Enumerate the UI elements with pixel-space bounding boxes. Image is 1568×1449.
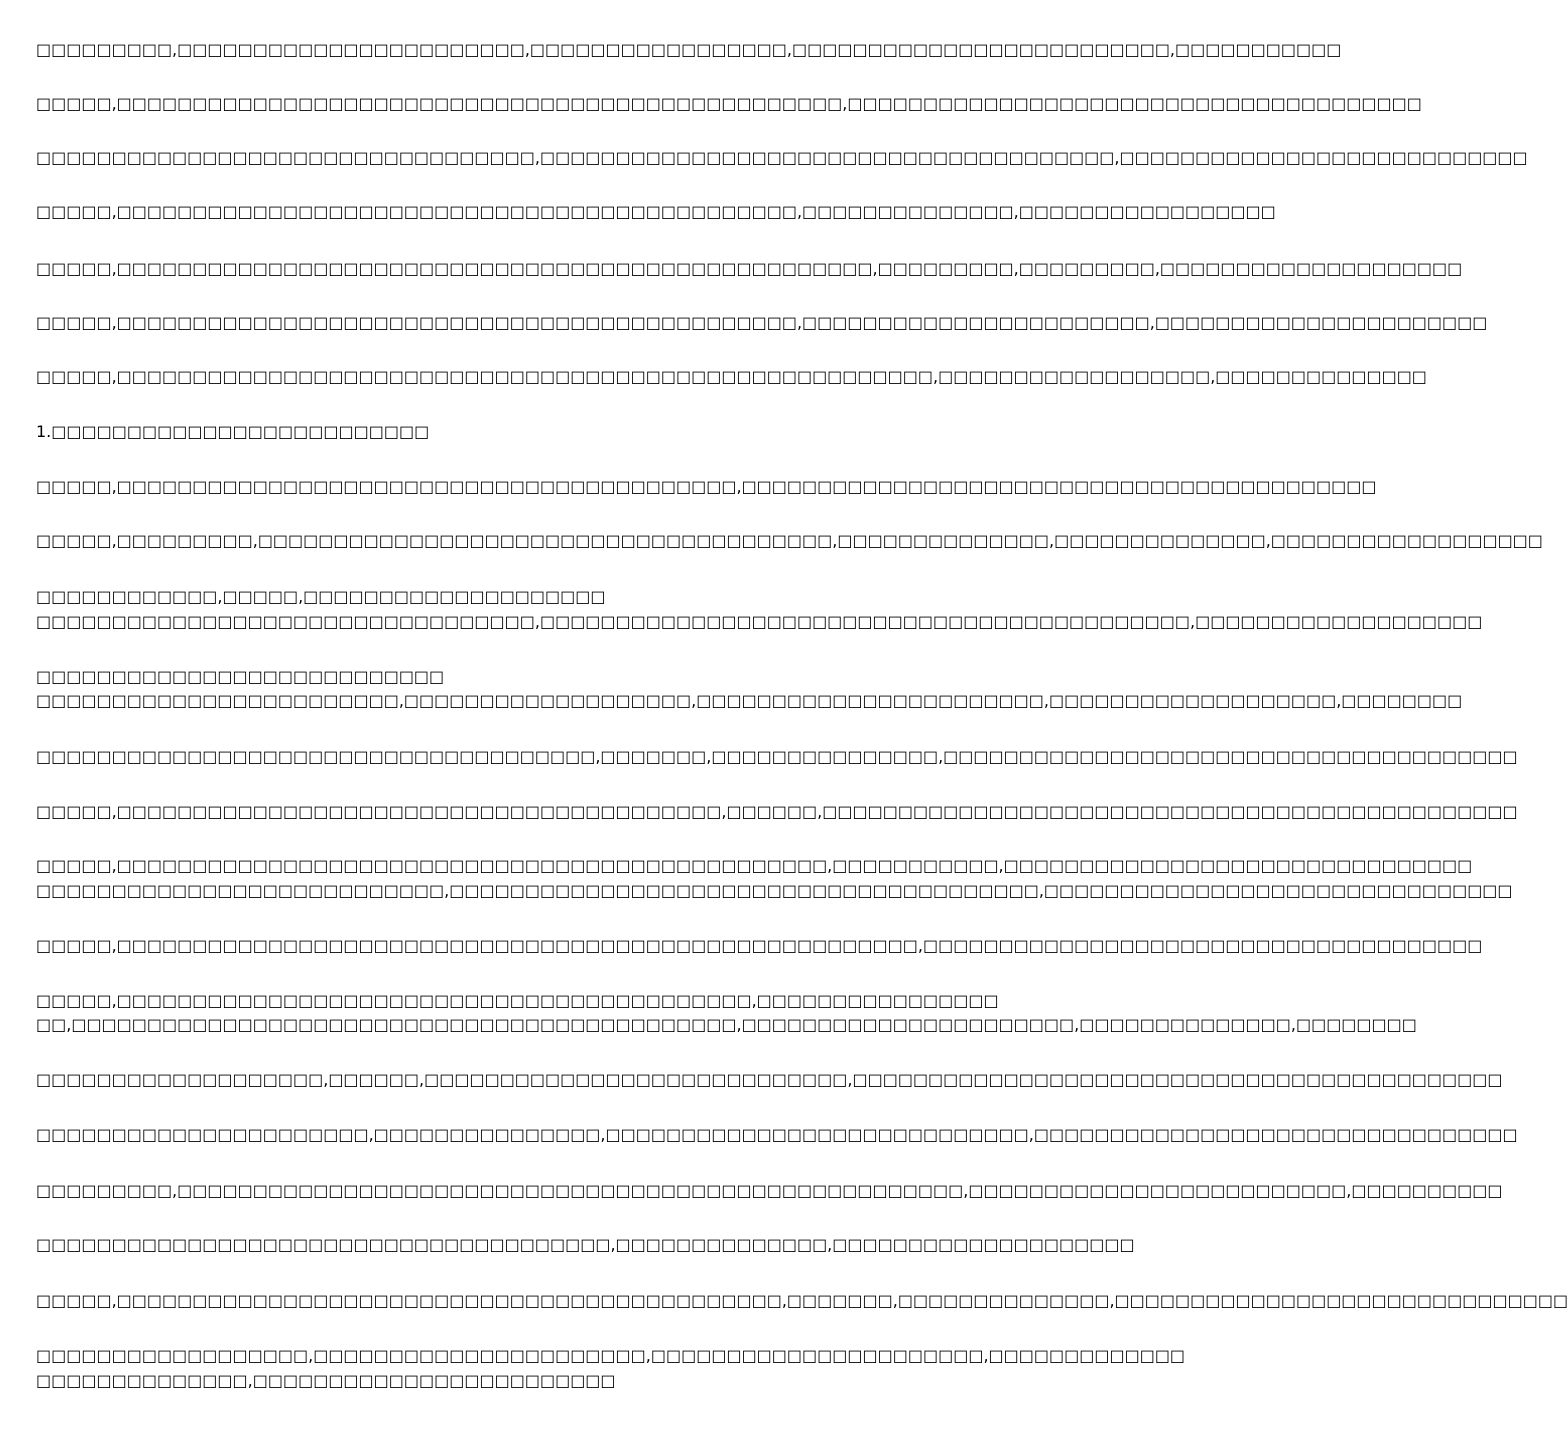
text-line: □□□□□□□□□□□□,□□□□□,□□□□□□□□□□□□□□□□□□□□ (36, 587, 606, 606)
text-line: □□□□□,□□□□□□□□□□□□□□□□□□□□□□□□□□□□□□□□□□□□□□□□□□,□□□□□□□□□□□□□□□□ (36, 991, 999, 1010)
text-line: □□□□□,□□□□□□□□□□□□□□□□□□□□□□□□□□□□□□□□□□□□□□□□□□□□□□□□□□,□□□□□□□□□,□□□□□□□□□,□□□□□□□□□□□□□□□□□□□□ (36, 259, 1463, 278)
text-line: □□□□□,□□□□□□□□□□□□□□□□□□□□□□□□□□□□□□□□□□□□□□□□,□□□□□□,□□□□□□□□□□□□□□□□□□□□□□□□□□□□□□□□□□□□□□□□□□□□□□ (36, 802, 1518, 821)
text-line: □□□□□□□□□□□□□□□□□□□,□□□□□□,□□□□□□□□□□□□□□□□□□□□□□□□□□□□,□□□□□□□□□□□□□□□□□□□□□□□□□□□□□□□□□□□□□□□□□□□ (36, 1070, 1503, 1089)
text-line: □□□□□□□□□□□□□□□□□□□□□□□□,□□□□□□□□□□□□□□□□□□□,□□□□□□□□□□□□□□□□□□□□□□□,□□□□□□□□□□□□□□□□□□□,□□□□□□□□ (36, 691, 1463, 710)
text-line: □□□□□,□□□□□□□□□□□□□□□□□□□□□□□□□□□□□□□□□□□□□□□□□□□□□□□,□□□□□□□□□□□,□□□□□□□□□□□□□□□□□□□□□□□□□□□□□□□ (36, 856, 1473, 875)
text-line: □□□□□□□□□,□□□□□□□□□□□□□□□□□□□□□□□□□□□□□□□□□□□□□□□□□□□□□□□□□□□□,□□□□□□□□□□□□□□□□□□□□□□□□□,□□□□□□□□□□ (36, 1181, 1503, 1200)
text-line: □□□□□□□□□□□□□□□□□□□□□□,□□□□□□□□□□□□□□□,□□□□□□□□□□□□□□□□□□□□□□□□□□□□,□□□□□□□□□□□□□□□□□□□□□□□□□□□□□□□□ (36, 1125, 1518, 1144)
text-line: □□□□□,□□□□□□□□□□□□□□□□□□□□□□□□□□□□□□□□□□□□□□□□□,□□□□□□□□□□□□□□□□□□□□□□□□□□□□□□□□□□□□□□□□□□ (36, 477, 1377, 496)
text-line: □□□□□□□□□□□□□□□□□□□□□□□□□□□ (36, 667, 445, 686)
text-line: □□□□□□□□□□□□□□,□□□□□□□□□□□□□□□□□□□□□□□□ (36, 1371, 616, 1390)
text-line: □□,□□□□□□□□□□□□□□□□□□□□□□□□□□□□□□□□□□□□□□□□□□□□,□□□□□□□□□□□□□□□□□□□□□□,□□□□□□□□□□□□□□,□□□□□□□□ (36, 1015, 1417, 1034)
section-heading: 1.□□□□□□□□□□□□□□□□□□□□□□□□□ (36, 422, 430, 441)
text-line: □□□□□,□□□□□□□□□□□□□□□□□□□□□□□□□□□□□□□□□□□□□□□□□□□□□□□□□□□□□,□□□□□□□□□□□□□□□□□□□□□□□□□□□□□□□□□□□□□ (36, 936, 1483, 955)
text-line: □□□□□,□□□□□□□□□□□□□□□□□□□□□□□□□□□□□□□□□□□□□□□□□□□□,□□□□□□□,□□□□□□□□□□□□□□,□□□□□□□□□□□□□□□□□□□□□□□□□□□□□□ (36, 1291, 1568, 1310)
text-line: □□□□□□□□□□□□□□□□□□□□□□□□□□□□□□□□□□□□□,□□□□□□□,□□□□□□□□□□□□□□□,□□□□□□□□□□□□□□□□□□□□□□□□□□□□□□□□□□□□□□ (36, 747, 1518, 766)
text-line: □□□□□□□□□,□□□□□□□□□□□□□□□□□□□□□□□,□□□□□□□□□□□□□□□□□,□□□□□□□□□□□□□□□□□□□□□□□□□,□□□□□□□□□□□ (36, 40, 1342, 59)
text-line: □□□□□□□□□□□□□□□□□□,□□□□□□□□□□□□□□□□□□□□□□,□□□□□□□□□□□□□□□□□□□□□□,□□□□□□□□□□□□□ (36, 1346, 1186, 1365)
text-line: □□□□□□□□□□□□□□□□□□□□□□□□□□□□□□□□□□□□□□,□□□□□□□□□□□□□□,□□□□□□□□□□□□□□□□□□□□ (36, 1235, 1135, 1254)
text-line: □□□□□□□□□□□□□□□□□□□□□□□□□□□□□□□□□,□□□□□□□□□□□□□□□□□□□□□□□□□□□□□□□□□□□□□□□□□□□,□□□□□□□□□□□□□□□□□□□ (36, 612, 1483, 631)
text-line: □□□□□□□□□□□□□□□□□□□□□□□□□□□,□□□□□□□□□□□□□□□□□□□□□□□□□□□□□□□□□□□□□□□,□□□□□□□□□□□□□□□□□□□□□□□□□□□□□□□ (36, 881, 1513, 900)
text-line: □□□□□,□□□□□□□□□□□□□□□□□□□□□□□□□□□□□□□□□□□□□□□□□□□□□,□□□□□□□□□□□□□□□□□□□□□□□,□□□□□□□□□□□□□□□□□□□□□□ (36, 313, 1488, 332)
text-line: □□□□□,□□□□□□□□□□□□□□□□□□□□□□□□□□□□□□□□□□□□□□□□□□□□□,□□□□□□□□□□□□□□,□□□□□□□□□□□□□□□□□ (36, 202, 1276, 221)
text-line: □□□□□□□□□□□□□□□□□□□□□□□□□□□□□□□□□,□□□□□□□□□□□□□□□□□□□□□□□□□□□□□□□□□□□□□□,□□□□□□□□□□□□□□□□□□□□□□□□□□□ (36, 148, 1528, 167)
document-page (36, 0, 1568, 1449)
text-line: □□□□□,□□□□□□□□□,□□□□□□□□□□□□□□□□□□□□□□□□□□□□□□□□□□□□□□,□□□□□□□□□□□□□□,□□□□□□□□□□□□□□,□□□□□□□□□□□□□□□□□□ (36, 531, 1543, 550)
text-line: □□□□□,□□□□□□□□□□□□□□□□□□□□□□□□□□□□□□□□□□□□□□□□□□□□□□□□□□□□□□,□□□□□□□□□□□□□□□□□□,□□□□□□□□□□□□□□ (36, 367, 1427, 386)
text-line: □□□□□,□□□□□□□□□□□□□□□□□□□□□□□□□□□□□□□□□□□□□□□□□□□□□□□□,□□□□□□□□□□□□□□□□□□□□□□□□□□□□□□□□□□□□□□ (36, 94, 1422, 113)
